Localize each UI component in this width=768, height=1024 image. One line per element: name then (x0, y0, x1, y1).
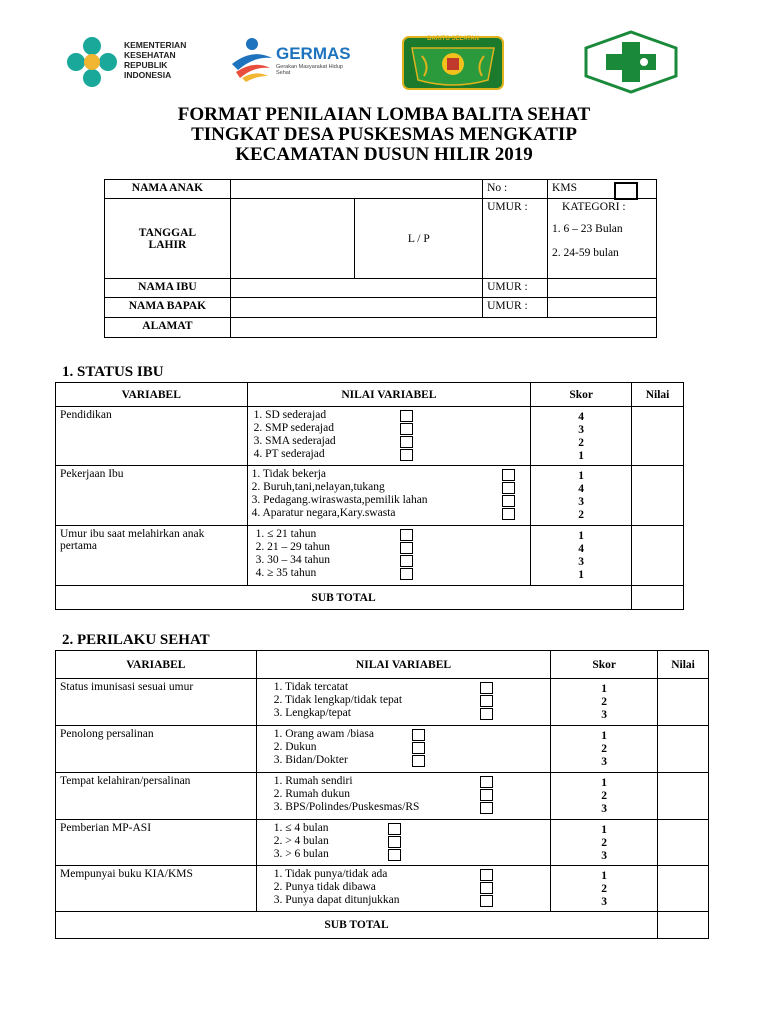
option-checkbox[interactable] (388, 836, 401, 848)
s1-variabel: Pendidikan (56, 407, 248, 466)
s2-variabel: Tempat kelahiran/persalinan (56, 773, 257, 820)
title-line-3: KECAMATAN DUSUN HILIR 2019 (235, 144, 533, 165)
s2-options: 1. Tidak punya/tidak ada 2. Punya tidak dibawa 3. Punya dapat ditunjukkan (256, 866, 551, 912)
germas-subtext: Gerakan Masyarakat Hidup Sehat (276, 64, 343, 76)
kms-checkbox[interactable] (614, 182, 638, 200)
s1-nilai-input[interactable] (632, 407, 684, 466)
table-row (56, 773, 709, 820)
option-checkbox[interactable] (388, 823, 401, 835)
option-checkbox[interactable] (480, 682, 493, 694)
option-checkbox[interactable] (412, 742, 425, 754)
option-checkbox[interactable] (400, 449, 413, 461)
section-2-heading: 2. PERILAKU SEHAT (62, 632, 210, 648)
cell-kategori (548, 199, 657, 279)
s1-scores: 1 4 3 1 (531, 526, 632, 586)
s2-scores: 1 2 3 (551, 773, 658, 820)
s1-scores: 4 3 2 1 (531, 407, 632, 466)
label-nama-bapak: NAMA BAPAK (105, 298, 231, 318)
header-logos (60, 30, 700, 95)
s1-subtotal-label: SUB TOTAL (56, 586, 632, 610)
s2-subtotal-input[interactable] (658, 912, 709, 939)
option-checkbox[interactable] (400, 542, 413, 554)
s1-scores: 1 4 3 2 (531, 466, 632, 526)
title-line-2: TINGKAT DESA PUSKESMAS MENGKATIP (191, 124, 577, 145)
field-tanggal-lahir[interactable] (230, 199, 355, 279)
label-tanggal-lahir: TANGGAL LAHIR (105, 199, 231, 279)
s1-variabel: Umur ibu saat melahirkan anak pertama (56, 526, 248, 586)
s1-options: 1. ≤ 21 tahun 2. 21 – 29 tahun 3. 30 – 34 tahun 4. ≥ 35 tahun (247, 526, 531, 586)
s2-variabel: Mempunyai buku KIA/KMS (56, 866, 257, 912)
germas-logo-icon (228, 34, 276, 82)
table-row (56, 407, 684, 466)
s1-variabel: Pekerjaan Ibu (56, 466, 248, 526)
field-umur-bapak[interactable] (548, 298, 657, 318)
option-checkbox[interactable] (480, 695, 493, 707)
kemenkes-text: KEMENTERIAN KESEHATAN REPUBLIK INDONESIA (124, 40, 187, 80)
s2-options: 1. Orang awam /biasa 2. Dukun 3. Bidan/Dokter (256, 726, 551, 773)
option-checkbox[interactable] (480, 708, 493, 720)
label-no: No : (483, 180, 548, 199)
label-kms: KMS (552, 182, 577, 194)
field-alamat[interactable] (230, 318, 656, 338)
option-checkbox[interactable] (502, 482, 515, 494)
s2-nilai-input[interactable] (658, 866, 709, 912)
label-umur-bapak: UMUR : (483, 298, 548, 318)
s1-options: 1. SD sederajad 2. SMP sederajad 3. SMA sederajad 4. PT sederajad (247, 407, 531, 466)
s1-header-variabel: VARIABEL (56, 383, 248, 407)
s2-variabel: Status imunisasi sesuai umur (56, 679, 257, 726)
document-title (0, 105, 768, 165)
kemenkes-logo-icon (64, 34, 120, 90)
s2-nilai-input[interactable] (658, 679, 709, 726)
s2-nilai-input[interactable] (658, 773, 709, 820)
s1-nilai-input[interactable] (632, 526, 684, 586)
s2-nilai-input[interactable] (658, 726, 709, 773)
s1-header-nilai: Nilai (632, 383, 684, 407)
s1-header-nilai-variabel: NILAI VARIABEL (247, 383, 531, 407)
s2-options: 1. ≤ 4 bulan 2. > 4 bulan 3. > 6 bulan (256, 820, 551, 866)
s2-scores: 1 2 3 (551, 866, 658, 912)
identity-table (104, 179, 657, 338)
s2-scores: 1 2 3 (551, 820, 658, 866)
table-row (56, 679, 709, 726)
perilaku-sehat-table (55, 650, 709, 939)
table-row (56, 820, 709, 866)
option-checkbox[interactable] (400, 436, 413, 448)
barito-selatan-text: BARITO SELATAN (427, 36, 479, 42)
label-kategori: KATEGORI : (562, 201, 626, 213)
table-row (56, 866, 709, 912)
label-alamat: ALAMAT (105, 318, 231, 338)
field-nama-ibu[interactable] (230, 279, 482, 298)
s2-header-skor: Skor (551, 651, 658, 679)
cell-kms (548, 180, 657, 199)
option-checkbox[interactable] (480, 789, 493, 801)
option-checkbox[interactable] (388, 849, 401, 861)
field-umur-ibu[interactable] (548, 279, 657, 298)
puskesmas-logo-icon (584, 30, 678, 94)
field-nama-bapak[interactable] (230, 298, 482, 318)
table-row (56, 526, 684, 586)
option-checkbox[interactable] (480, 882, 493, 894)
s2-header-nilai-variabel: NILAI VARIABEL (256, 651, 551, 679)
germas-text: GERMAS (276, 44, 351, 63)
s2-scores: 1 2 3 (551, 679, 658, 726)
section-1-heading: 1. STATUS IBU (62, 364, 164, 380)
s2-variabel: Penolong persalinan (56, 726, 257, 773)
option-checkbox[interactable] (400, 529, 413, 541)
s2-nilai-input[interactable] (658, 820, 709, 866)
label-nama-ibu: NAMA IBU (105, 279, 231, 298)
option-checkbox[interactable] (480, 895, 493, 907)
option-checkbox[interactable] (480, 802, 493, 814)
s1-nilai-input[interactable] (632, 466, 684, 526)
s1-subtotal-input[interactable] (632, 586, 684, 610)
s2-options: 1. Tidak tercatat 2. Tidak lengkap/tidak tepat 3. Lengkap/tepat (256, 679, 551, 726)
barito-selatan-emblem-icon (402, 36, 504, 90)
option-checkbox[interactable] (502, 508, 515, 520)
option-checkbox[interactable] (400, 410, 413, 422)
s2-header-nilai: Nilai (658, 651, 709, 679)
kategori-option-1: 1. 6 – 23 Bulan (552, 223, 623, 235)
kategori-option-2: 2. 24-59 bulan (552, 247, 619, 259)
table-row (56, 726, 709, 773)
table-row (56, 466, 684, 526)
option-checkbox[interactable] (400, 568, 413, 580)
status-ibu-table (55, 382, 684, 610)
option-checkbox[interactable] (412, 755, 425, 767)
s2-header-variabel: VARIABEL (56, 651, 257, 679)
label-umur-ibu: UMUR : (483, 279, 548, 298)
option-checkbox[interactable] (502, 469, 515, 481)
s2-subtotal-label: SUB TOTAL (56, 912, 658, 939)
s1-options: 1. Tidak bekerja 2. Buruh,tani,nelayan,tukang 3. Pedagang.wiraswasta,pemilik lahan 4. Aparatur negara,Kary.swasta (247, 466, 531, 526)
option-checkbox[interactable] (400, 555, 413, 567)
option-checkbox[interactable] (480, 776, 493, 788)
option-checkbox[interactable] (502, 495, 515, 507)
option-checkbox[interactable] (400, 423, 413, 435)
title-line-1: FORMAT PENILAIAN LOMBA BALITA SEHAT (177, 104, 591, 125)
field-lp[interactable]: L / P (355, 199, 483, 279)
option-checkbox[interactable] (480, 869, 493, 881)
label-umur-anak: UMUR : (483, 199, 548, 279)
s2-scores: 1 2 3 (551, 726, 658, 773)
s1-header-skor: Skor (531, 383, 632, 407)
s2-variabel: Pemberian MP-ASI (56, 820, 257, 866)
s2-options: 1. Rumah sendiri 2. Rumah dukun 3. BPS/Polindes/Puskesmas/RS (256, 773, 551, 820)
field-nama-anak[interactable] (230, 180, 482, 199)
option-checkbox[interactable] (412, 729, 425, 741)
label-nama-anak: NAMA ANAK (105, 180, 231, 199)
